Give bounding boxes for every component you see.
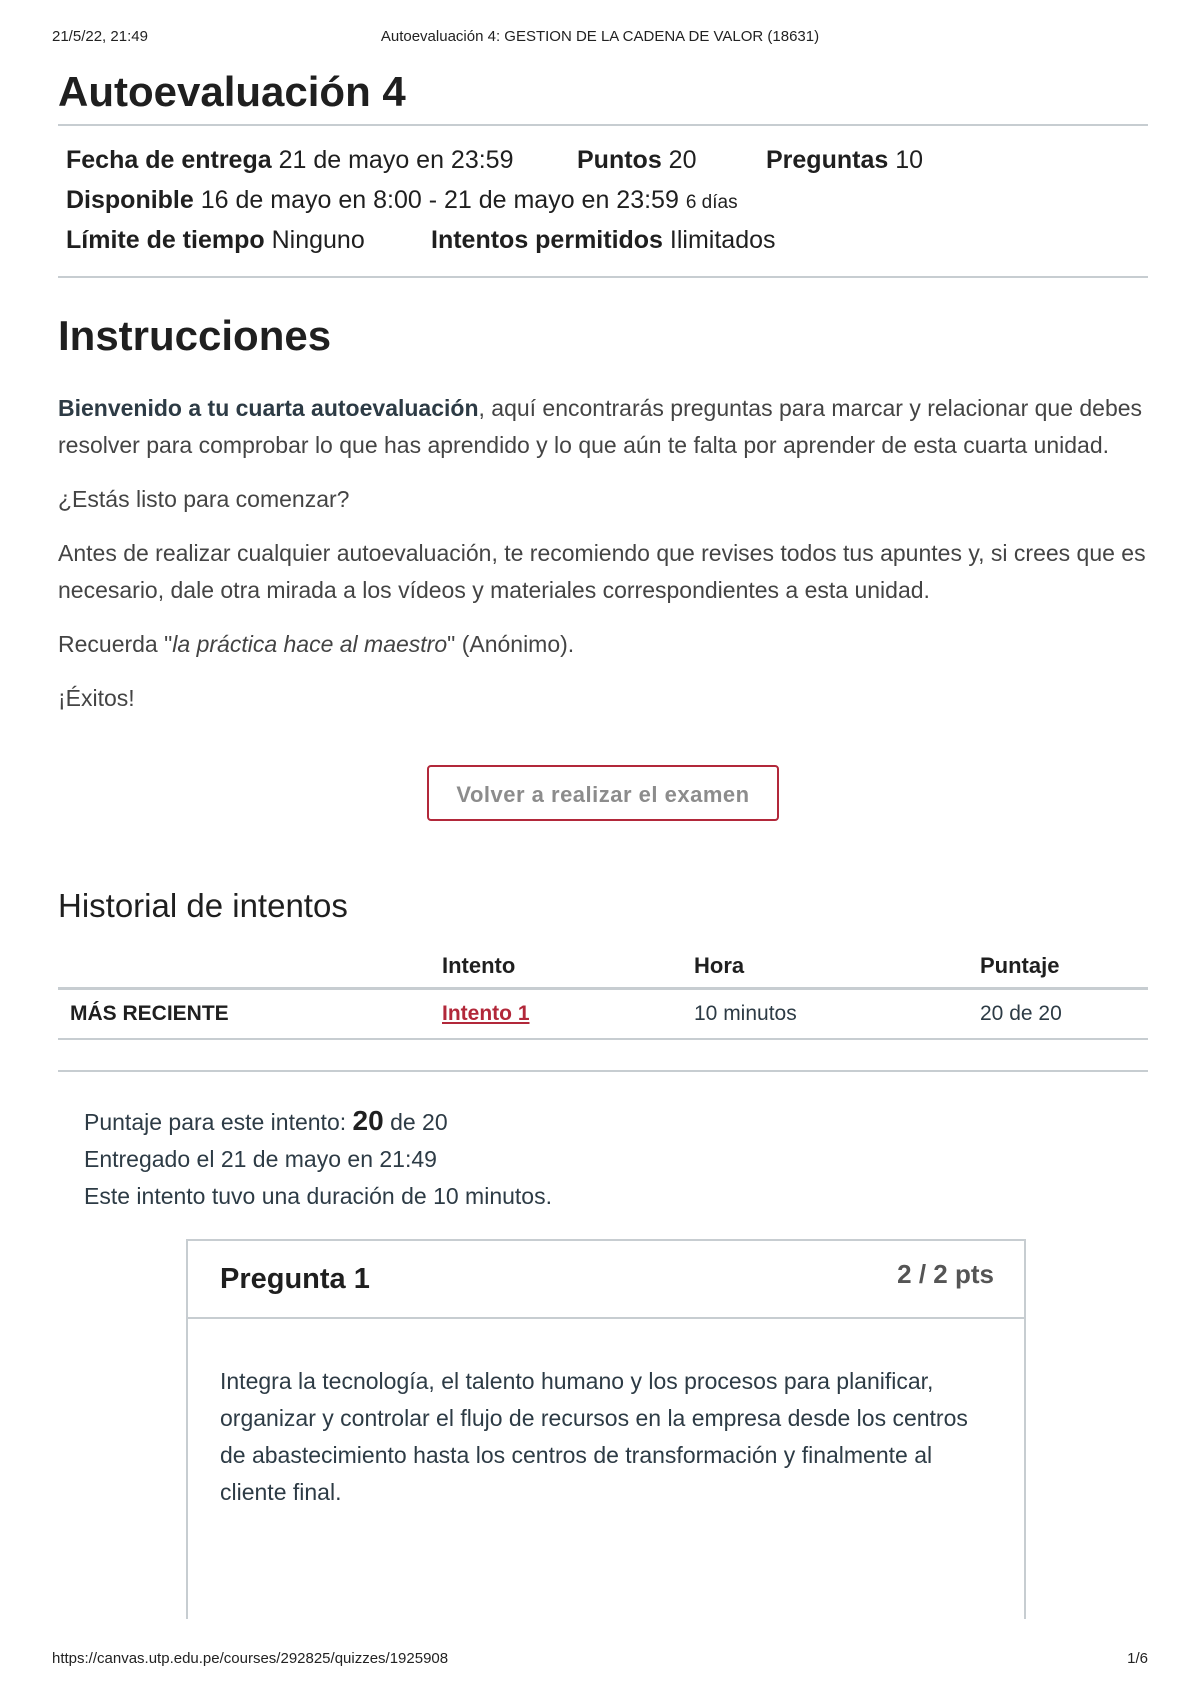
column-header: Puntaje	[968, 953, 1148, 989]
time-limit-label: Límite de tiempo	[66, 226, 265, 254]
details-row-2	[66, 180, 1140, 220]
due-value: 21 de mayo en 23:59	[278, 146, 514, 174]
score-suffix: de 20	[383, 1109, 448, 1135]
print-url: https://canvas.utp.edu.pe/courses/292825/quizzes/1925908	[52, 1650, 449, 1667]
instructions-title: Instrucciones	[58, 312, 332, 359]
available-value: 16 de mayo en 8:00 - 21 de mayo en 23:59	[200, 186, 679, 214]
quote-text: la práctica hace al maestro	[172, 631, 448, 657]
print-date: 21/5/22, 21:49	[52, 28, 148, 45]
time-limit-value: Ninguno	[271, 226, 365, 254]
available-label: Disponible	[66, 186, 194, 214]
question-points: 2 / 2 pts	[897, 1259, 994, 1289]
instructions-paragraph: ¡Éxitos!	[58, 685, 135, 711]
column-header: Hora	[682, 953, 968, 989]
details-row-1	[66, 140, 1140, 180]
attempt-time: 10 minutos	[682, 989, 968, 1040]
instructions-paragraph: ¿Estás listo para comenzar?	[58, 486, 350, 512]
attempt-summary	[58, 1072, 1148, 1215]
instructions-paragraph: Antes de realizar cualquier autoevaluación, te recomiendo que revises todos tus apuntes y, si crees que es necesario, dale otra mirada a los vídeos y materiales correspondientes a esta unidad.	[58, 540, 1146, 603]
instructions-paragraph	[58, 626, 1148, 663]
points-value: 20	[668, 146, 697, 174]
quiz-details	[58, 126, 1148, 276]
attempt-link[interactable]: Intento 1	[442, 1002, 530, 1025]
instructions-welcome: Bienvenido a tu cuarta autoevaluación	[58, 395, 479, 421]
attempt-tag: MÁS RECIENTE	[58, 989, 430, 1040]
history-title: Historial de intentos	[58, 887, 348, 924]
print-header	[52, 28, 1148, 48]
questions-value: 10	[895, 146, 924, 174]
quote-prefix: Recuerda "	[58, 631, 173, 657]
attempt-history-table	[58, 953, 1148, 1040]
table-header-row	[58, 953, 1148, 989]
instructions-body	[58, 390, 1148, 717]
attempt-score: 20 de 20	[968, 989, 1148, 1040]
available-days: 6 días	[685, 192, 738, 213]
duration-line: Este intento tuvo una duración de 10 minutos.	[84, 1183, 552, 1209]
due-label: Fecha de entrega	[66, 146, 272, 174]
score-prefix: Puntaje para este intento:	[84, 1109, 353, 1135]
instructions-paragraph	[58, 390, 1148, 464]
score-value: 20	[352, 1105, 384, 1136]
question-header	[188, 1241, 1024, 1319]
question-title: Pregunta 1	[220, 1263, 370, 1295]
instructions-text: , aquí encontrarás preguntas para marcar y relacionar que debes resolver para comprobar lo que has aprendido y lo que aún te falta por aprender de esta cuarta unidad.	[58, 395, 1143, 458]
quiz-title: Autoevaluación 4	[58, 68, 406, 115]
submitted-line: Entregado el 21 de mayo en 21:49	[84, 1146, 437, 1172]
divider	[58, 276, 1148, 278]
points-label: Puntos	[577, 146, 662, 174]
attempts-value: Ilimitados	[669, 226, 776, 254]
question-text: Integra la tecnología, el talento humano y los procesos para planificar, organizar y controlar el flujo de recursos en la empresa desde los centros de abastecimiento hasta los centros de transformación y finalmente al cliente final.	[220, 1368, 968, 1505]
attempts-label: Intentos permitidos	[431, 226, 663, 254]
column-header	[58, 953, 430, 989]
attempt-score-line	[84, 1102, 1148, 1141]
attempt-cell	[430, 989, 682, 1040]
page-number: 1/6	[1127, 1650, 1148, 1667]
print-footer	[52, 1650, 1148, 1670]
quiz-content	[58, 60, 1148, 1619]
question-card	[186, 1239, 1026, 1619]
print-document-title: Autoevaluación 4: GESTION DE LA CADENA DE VALOR (18631)	[380, 28, 820, 45]
column-header: Intento	[430, 953, 682, 989]
retake-wrapper	[58, 765, 1148, 823]
quote-suffix: " (Anónimo).	[447, 631, 575, 657]
questions-label: Preguntas	[766, 146, 889, 174]
table-row	[58, 989, 1148, 1040]
retake-quiz-button[interactable]: Volver a realizar el examen	[427, 765, 779, 821]
details-row-3	[66, 220, 1140, 260]
